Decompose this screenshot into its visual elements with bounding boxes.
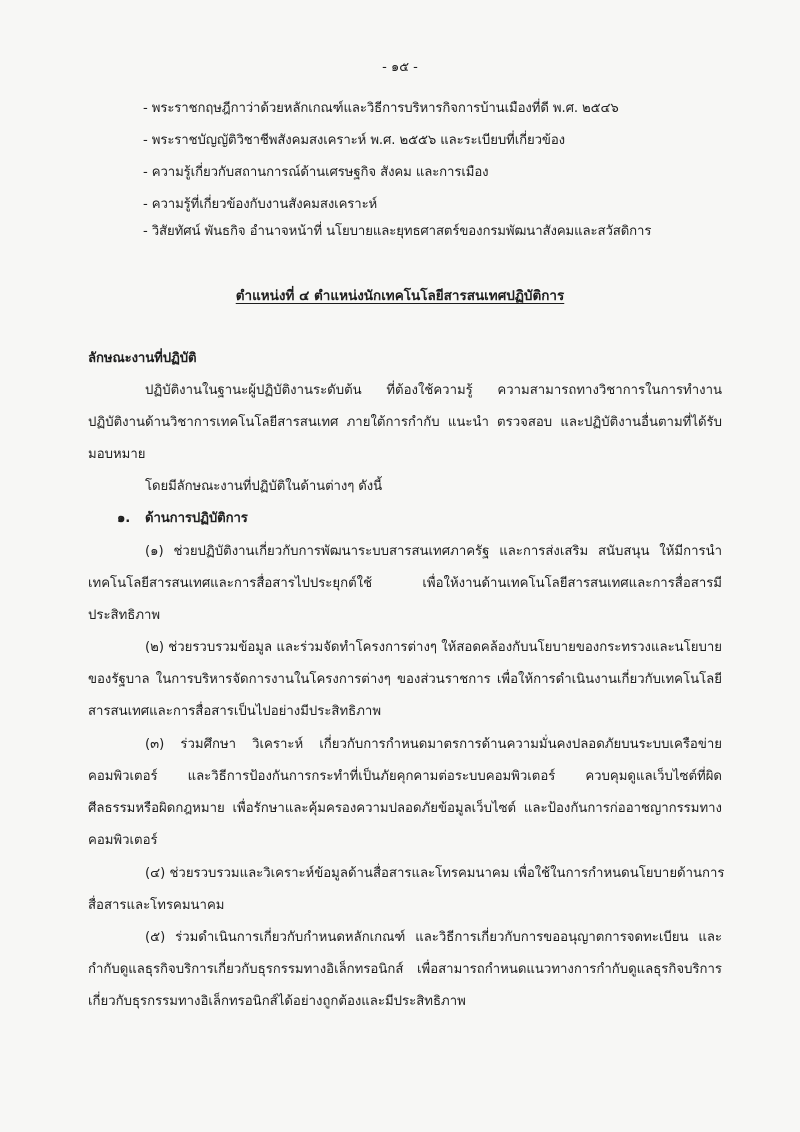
duty-item-line: ประสิทธิภาพ bbox=[88, 608, 161, 623]
bullet-item: - ความรู้ที่เกี่ยวข้องกับงานสังคมสงเคราะห์ bbox=[143, 197, 378, 212]
duty-item-line: ของรัฐบาล ในการบริหารจัดการงานในโครงการต่างๆ ของส่วนราชการ เพื่อให้การดำเนินงานเกี่ยวกับเทคโนโลยี bbox=[88, 672, 722, 687]
duty-item-line: กำกับดูแลธุรกิจบริการเกี่ยวกับธุรกรรมทางอิเล็กทรอนิกส์ เพื่อสามารถกำหนดแนวทางการกำกับดูแลธุรกิจบริการ bbox=[88, 962, 722, 977]
duty-item-line: (๓) ร่วมศึกษา วิเคราะห์ เกี่ยวกับการกำหนดมาตรการด้านความมั่นคงปลอดภัยบนระบบเครือข่าย bbox=[145, 737, 722, 752]
intro-line: ปฏิบัติงานด้านวิชาการเทคโนโลยีสารสนเทศ ภายใต้การกำกับ แนะนำ ตรวจสอบ และปฏิบัติงานอื่นตามที่ได้รับ bbox=[88, 415, 722, 430]
duty-item-line: คอมพิวเตอร์ และวิธีการป้องกันการกระทำที่เป็นภัยคุกคามต่อระบบคอมพิวเตอร์ ควบคุมดูแลเว็บไซต์ที่ผิด bbox=[88, 769, 722, 784]
bullet-item: - วิสัยทัศน์ พันธกิจ อำนาจหน้าที่ นโยบายและยุทธศาสตร์ของกรมพัฒนาสังคมและสวัสดิการ bbox=[143, 224, 652, 239]
subsection-title: ด้านการปฏิบัติการ bbox=[145, 511, 248, 526]
bullet-item: - พระราชบัญญัติวิชาชีพสังคมสงเคราะห์ พ.ศ. ๒๕๕๖ และระเบียบที่เกี่ยวข้อง bbox=[143, 133, 565, 148]
intro-line: มอบหมาย bbox=[88, 447, 146, 462]
intro-followup: โดยมีลักษณะงานที่ปฏิบัติในด้านต่างๆ ดังนี้ bbox=[145, 479, 382, 494]
duty-item-line: (๕) ร่วมดำเนินการเกี่ยวกับกำหนดหลักเกณฑ์ และวิธีการเกี่ยวกับการขออนุญาตการจดทะเบียน และ bbox=[145, 930, 722, 945]
duty-item-line: ศีลธรรมหรือผิดกฎหมาย เพื่อรักษาและคุ้มครองความปลอดภัยข้อมูลเว็บไซต์ และป้องกันการก่ออาชญากรรมทาง bbox=[88, 801, 722, 816]
duty-item-line: สื่อสารและโทรคมนาคม bbox=[88, 898, 225, 913]
duty-item-line: (๔) ช่วยรวบรวมและวิเคราะห์ข้อมูลด้านสื่อสารและโทรคมนาคม เพื่อใช้ในการกำหนดนโยบายด้านการ bbox=[145, 866, 725, 881]
duty-item-line: เกี่ยวกับธุรกรรมทางอิเล็กทรอนิกส์ได้อย่างถูกต้องและมีประสิทธิภาพ bbox=[88, 994, 466, 1009]
bullet-item: - ความรู้เกี่ยวกับสถานการณ์ด้านเศรษฐกิจ สังคม และการเมือง bbox=[143, 165, 489, 180]
duty-item-line: สารสนเทศและการสื่อสารเป็นไปอย่างมีประสิทธิภาพ bbox=[88, 704, 382, 719]
duty-item-line: (๒) ช่วยรวบรวมข้อมูล และร่วมจัดทำโครงการต่างๆ ให้สอดคล้องกับนโยบายของกระทรวงและนโยบาย bbox=[145, 640, 722, 655]
duty-item-line: เทคโนโลยีสารสนเทศและการสื่อสารไปประยุกต์ใช้ เพื่อให้งานด้านเทคโนโลยีสารสนเทศและการสื่อสารมี bbox=[88, 576, 722, 591]
intro-line: ปฏิบัติงานในฐานะผู้ปฏิบัติงานระดับต้น ที่ต้องใช้ความรู้ ความสามารถทางวิชาการในการทำงาน bbox=[145, 383, 722, 398]
section-title: ลักษณะงานที่ปฏิบัติ bbox=[88, 351, 197, 366]
duty-item-line: (๑) ช่วยปฏิบัติงานเกี่ยวกับการพัฒนาระบบสารสนเทศภาครัฐ และการส่งเสริม สนับสนุน ให้มีการนำ bbox=[145, 544, 722, 559]
position-heading: ตำแหน่งที่ ๔ ตำแหน่งนักเทคโนโลยีสารสนเทศปฏิบัติการ bbox=[235, 288, 565, 304]
page-number: - ๑๕ - bbox=[382, 60, 418, 75]
duty-item-line: คอมพิวเตอร์ bbox=[88, 833, 158, 848]
bullet-item: - พระราชกฤษฎีกาว่าด้วยหลักเกณฑ์และวิธีการบริหารกิจการบ้านเมืองที่ดี พ.ศ. ๒๕๔๖ bbox=[143, 101, 619, 116]
subsection-number: ๑. bbox=[117, 511, 131, 526]
